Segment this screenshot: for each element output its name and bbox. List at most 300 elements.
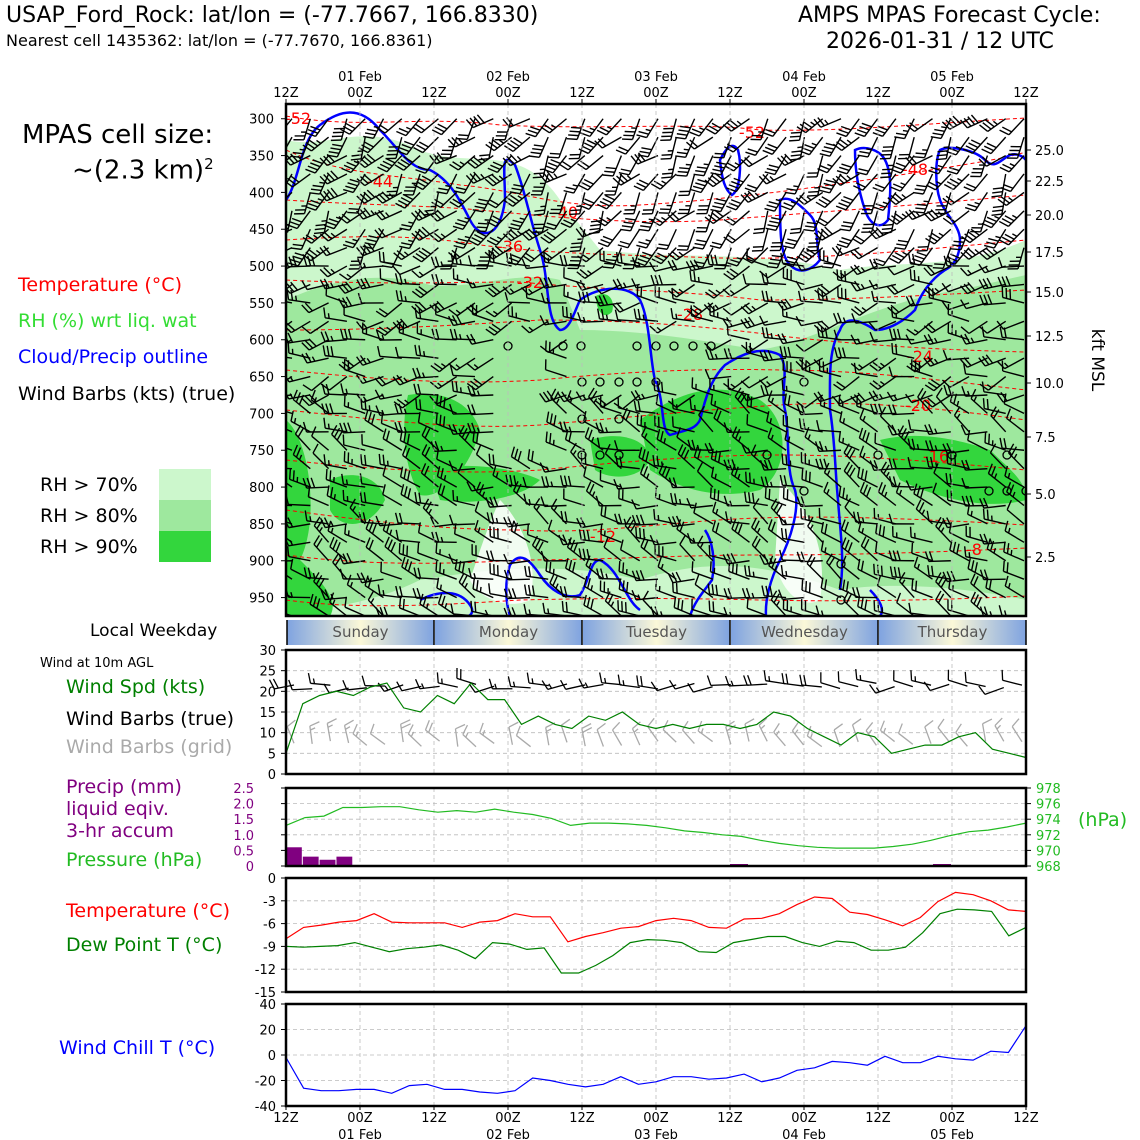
upper-wind-barb-feather [914,270,915,280]
grid-wind-barb-feather [516,726,520,736]
pressure-tick-label: 978 [1036,782,1061,797]
wind-chill-tick-label: 40 [259,998,276,1013]
upper-wind-barb-feather [345,524,346,534]
grid-wind-barb [938,728,949,742]
upper-wind-barb [508,302,530,303]
upper-wind-barb-feather [534,173,544,174]
pressure-tick-label: 972 [1036,828,1061,844]
upper-wind-barb-feather [915,208,925,209]
grid-wind-barb-feather [466,733,468,738]
upper-wind-barb-feather [820,395,821,405]
upper-wind-barb-feather [277,290,278,300]
upper-wind-barb-feather [603,175,613,176]
upper-wind-barb-feather [604,171,614,172]
upper-wind-barb-feather [983,398,984,408]
upper-wind-barb-feather [802,469,803,479]
upper-wind-barb-feather [365,399,366,409]
upper-wind-barb-feather [987,399,988,409]
upper-wind-barb-feather [709,545,710,555]
grid-wind-barb-feather [634,729,638,732]
wind-tick-label: 25 [259,664,276,680]
upper-wind-barb [782,560,804,561]
true-wind-barb-feather [527,673,529,683]
upper-wind-barb-feather [274,293,278,296]
true-wind-barb-feather [637,675,638,685]
upper-wind-barb-feather [1007,562,1008,572]
upper-wind-barb-feather [747,395,748,405]
true-wind-barb-feather [707,675,710,685]
upper-wind-barb-feather [882,566,883,576]
pressure-tick-label: 950 [249,591,274,607]
upper-wind-barb-feather [405,296,406,301]
true-wind-barb-feather [437,672,438,682]
upper-wind-barb-feather [680,499,681,504]
upper-wind-barb-feather [343,490,344,500]
upper-wind-barb-feather [265,249,272,257]
upper-wind-barb-feather [880,177,890,178]
true-wind-barb [784,683,804,686]
true-wind-barb-feather [641,676,642,686]
upper-wind-barb-feather [883,225,893,226]
precip-tick-label: 1.5 [233,813,254,829]
legend-wind-barbs-grid: Wind Barbs (grid) [66,736,233,758]
upper-wind-barb-feather [623,580,624,590]
upper-wind-barb-feather [654,509,655,519]
upper-wind-barb-feather [489,251,490,261]
upper-wind-barb-feather [344,396,345,406]
upper-wind-barb-feather [444,416,445,426]
upper-wind-barb-feather [709,601,710,611]
upper-wind-barb-feather [606,168,616,169]
grid-wind-barb-feather [463,725,468,734]
legend-wind-barbs-true: Wind Barbs (true) [66,708,235,730]
upper-wind-barb-feather [936,159,946,160]
weekday-label: Thursday [917,623,988,641]
legend-wind-spd: Wind Spd (kts) [66,676,206,698]
true-wind-barb [457,678,476,684]
upper-wind-barb-feather [911,527,912,537]
pressure-tick-label: 974 [1036,813,1061,829]
upper-wind-barb-feather [937,155,947,156]
true-wind-barb-feather [764,670,765,680]
upper-wind-barb-feather [357,151,362,152]
upper-wind-barb-feather [489,454,490,464]
pressure-tick-label: 700 [249,407,274,423]
upper-wind-barb-feather [562,601,563,611]
upper-wind-barb-feather [847,495,848,500]
temperature-tick-label: -12 [254,963,276,979]
upper-wind-barb-feather [786,571,787,576]
legend-rh90: RH > 90% [40,536,138,558]
upper-wind-barb-feather [729,561,730,571]
upper-wind-barb-feather [361,399,362,409]
upper-wind-barb-feather [746,472,747,482]
height-tick-label: 5.0 [1035,488,1056,503]
height-tick-label: 12.5 [1035,330,1064,345]
true-wind-barb [347,688,367,690]
wind-chill-axis [255,998,286,1115]
upper-wind-barb-feather [727,324,728,334]
top-hour-label: 12Z [865,86,891,101]
upper-wind-barb-feather [424,351,425,356]
height-tick-label: 7.5 [1035,431,1056,446]
grid-wind-barb [463,734,476,746]
upper-wind-barb-feather [280,566,282,571]
grid-wind-barb-feather [853,719,862,725]
upper-wind-barb-feather [400,598,401,608]
grid-wind-barb [455,729,457,747]
true-wind-barb-feather [385,686,388,690]
temperature-tick-label: 0 [267,872,276,887]
true-wind-barb [1003,680,1022,685]
pressure-tick-label: 750 [249,444,274,460]
grid-wind-barb [995,726,1004,742]
temperature-grid [286,878,1026,992]
grid-wind-barb-feather [370,724,373,734]
upper-wind-barb-feather [985,432,986,442]
grid-wind-barb [425,730,439,741]
grid-wind-barb-feather [1012,719,1019,727]
upper-wind-barb-feather [953,585,954,590]
wind-panel [259,644,1026,783]
cycle-time: 2026-01-31 / 12 UTC [826,29,1054,54]
true-wind-barb [948,680,967,686]
upper-wind-barb-feather [672,398,673,408]
top-hour-label: 00Z [791,86,817,101]
grid-wind-barb-feather [561,719,570,725]
upper-wind-barb-feather [661,159,671,160]
grid-wind-barb-feather [425,720,429,730]
upper-wind-barb-feather [546,561,547,571]
upper-wind-barb-feather [715,154,725,155]
upper-wind-barb-feather [273,151,283,153]
upper-wind-barb-feather [623,562,624,572]
upper-wind-barb-feather [329,460,330,465]
temperature-tick-label: -15 [254,986,276,1001]
true-wind-barb-feather [744,675,748,685]
grid-wind-barb-feather [956,724,962,733]
upper-wind-barb-feather [606,260,616,261]
legend-rh70: RH > 70% [40,474,138,496]
upper-wind-barb-feather [269,326,277,332]
true-wind-barb-feather [600,673,602,683]
wind-tick-label: 5 [267,747,276,763]
time-height-panel [249,70,1107,619]
wind-grid [286,650,1026,774]
upper-wind-barb-feather [440,415,441,425]
wind-chill-panel [255,998,1039,1140]
grid-wind-barb-feather [455,725,465,729]
upper-wind-barb-feather [662,382,663,392]
true-wind-barb-feather [508,676,510,686]
cell-size-text: ~(2.3 km) [72,155,205,186]
upper-wind-barb-feather [952,245,962,246]
temperature-contour-label: -52 [738,123,766,142]
upper-wind-barb-feather [837,269,838,279]
upper-wind-barb-feather [954,241,964,242]
upper-wind-barb-feather [571,127,581,128]
true-wind-barb-feather [670,680,676,689]
upper-wind-barb-feather [753,572,754,577]
precip-bar [336,857,352,866]
true-wind-barb-feather [786,674,788,684]
true-wind-barb-feather [313,679,314,684]
pressure-tick-label: 800 [249,481,274,497]
true-wind-barb-feather [860,675,861,680]
temperature-contour-label: -44 [366,172,394,191]
upper-wind-barb-feather [567,307,568,317]
true-wind-barb [511,687,531,688]
grid-wind-barb [807,736,821,747]
true-wind-barb-feather [769,676,770,681]
grid-wind-barb-feather [683,721,689,730]
upper-wind-barb-feather [731,517,732,522]
upper-wind-barb-feather [881,173,891,174]
grid-wind-barb-feather [834,724,842,730]
bottom-date-label: 02 Feb [486,1128,530,1140]
top-hour-label: 00Z [347,86,373,101]
upper-wind-barb-feather [896,344,897,354]
upper-wind-barb-feather [678,172,688,173]
grid-wind-barb [370,734,385,745]
upper-wind-barb-feather [273,187,283,190]
upper-wind-barb-feather [882,228,892,229]
upper-wind-barb-feather [661,177,671,178]
true-wind-barb-feather [362,676,365,686]
true-wind-barb [839,682,858,687]
upper-wind-barb-feather [714,489,715,499]
bottom-hour-label: 12Z [865,1111,891,1126]
true-wind-barb-feather [748,675,752,685]
upper-wind-barb-feather [627,582,628,592]
upper-wind-barb-feather [892,343,893,353]
upper-wind-barb-feather [277,467,280,477]
top-hour-label: 12Z [273,86,299,101]
height-axis [1026,144,1064,566]
grid-wind-barb [683,730,695,744]
upper-wind-barb-feather [288,343,289,353]
upper-wind-barb-feather [607,315,608,320]
pressure-axis [1026,782,1061,875]
upper-wind-barb-feather [810,472,811,482]
grid-wind-barb [899,733,913,744]
wind-tick-label: 10 [259,726,276,742]
upper-wind-barb-feather [546,432,547,442]
wind-axis [259,644,286,783]
upper-wind-barb-feather [839,395,840,405]
precip-tick-label: 2.0 [233,797,254,813]
grid-wind-barb-feather [866,722,873,730]
upper-wind-barb-feather [379,251,380,261]
bottom-date-label: 03 Feb [634,1128,678,1140]
grid-wind-barb-feather [648,718,654,726]
true-wind-barb-feather [513,682,514,687]
upper-wind-barb-feather [460,259,461,264]
upper-wind-barb-feather [479,155,489,156]
bottom-hour-label: 12Z [421,1111,447,1126]
upper-wind-barb-feather [436,561,437,571]
upper-wind-barb-feather [569,214,579,215]
top-date-labels [338,70,974,85]
upper-wind-barb-feather [825,547,826,552]
true-wind-barb-feather [911,670,912,680]
temperature-contour-label: -12 [589,527,617,546]
temperature-tick-label: -3 [263,894,276,910]
top-hour-label: 12Z [717,86,743,101]
top-hour-label: 00Z [643,86,669,101]
upper-wind-barb-feather [1011,550,1012,555]
upper-wind-barb-feather [383,252,384,262]
upper-wind-barb-feather [718,490,719,500]
true-wind-barb-feather [924,682,930,691]
height-tick-label: 17.5 [1035,246,1064,261]
wind-tick-label: 0 [267,768,276,783]
upper-wind-barb-feather [570,251,580,252]
upper-wind-barb [746,284,768,285]
upper-wind-barb-feather [430,206,435,207]
upper-wind-barb-feather [640,528,641,538]
upper-wind-barb-feather [793,186,798,187]
temperature-contour-label: -20 [904,396,932,415]
temperature-contour-label: -40 [551,203,579,222]
grid-wind-barb-feather [884,728,886,733]
upper-wind-barb-feather [715,474,716,479]
bottom-date-labels [338,1128,974,1140]
pressure-tick-label: 976 [1036,797,1061,813]
upper-wind-barb-feather [603,267,613,268]
pressure-tick-label: 850 [249,517,274,533]
upper-wind-barb-feather [280,148,285,149]
upper-wind-barb-feather [692,561,693,571]
upper-wind-barb-feather [277,527,279,532]
upper-wind-barb-feather [440,585,441,590]
upper-wind-barb [965,487,987,488]
legend-precip-1: Precip (mm) [66,776,182,798]
upper-wind-barb-feather [917,204,927,205]
upper-wind-barb-feather [568,135,578,136]
upper-wind-barb-feather [662,173,672,174]
grid-wind-barb-feather [597,723,605,729]
upper-wind-barb-feather [273,577,275,587]
upper-wind-barb-feather [461,387,462,392]
upper-wind-barb-feather [810,582,811,592]
height-tick-label: 25.0 [1035,144,1064,159]
upper-wind-barb [471,266,493,267]
upper-wind-barb-feather [987,510,988,520]
grid-wind-barb [983,724,986,742]
pressure-tick-label: 600 [249,333,274,349]
true-wind-barb [729,685,749,686]
upper-wind-barb-feather [300,149,305,150]
true-wind-barbs [269,668,1022,694]
upper-wind-barb-feather [458,135,468,136]
height-tick-label: 20.0 [1035,209,1064,224]
upper-wind-barb-feather [601,524,602,534]
upper-wind-barb-feather [383,590,384,595]
upper-wind-barb-feather [493,252,494,262]
grid-wind-barb-feather [761,725,765,729]
legend-dew: Dew Point T (°C) [66,934,223,956]
upper-wind-barb-feather [941,127,946,128]
height-tick-label: 22.5 [1035,175,1064,190]
upper-wind-barb-feather [272,246,279,254]
true-wind-barb [802,685,822,687]
grid-wind-barb [509,727,512,745]
precip-tick-label: 1.0 [233,828,254,844]
grid-wind-barb-feather [480,723,484,733]
legend-wind: Wind Barbs (kts) (true) [18,383,236,405]
true-wind-barb [930,684,949,690]
upper-wind-barb-feather [290,469,291,479]
grid-wind-barb-feather [983,719,992,724]
upper-wind-barb-feather [751,397,752,407]
upper-wind-barb-feather [478,223,488,224]
grid-wind-barb [408,734,421,746]
upper-wind-barb-feather [786,454,787,464]
weekday-label: Tuesday [625,623,688,641]
grid-wind-barb [698,731,712,742]
upper-wind-barb-feather [310,516,311,521]
upper-wind-barb-feather [347,480,348,485]
upper-wind-barb-feather [843,438,844,443]
top-hour-label: 00Z [939,86,965,101]
upper-wind-barb-feather [771,333,772,338]
cell-size-title: MPAS cell size: [22,120,214,150]
grid-wind-barb-feather [483,730,485,735]
grid-wind-barb-feather [310,722,320,726]
bottom-hour-label: 00Z [791,1111,817,1126]
bottom-hour-label: 12Z [717,1111,743,1126]
upper-wind-barb-feather [929,287,930,297]
upper-wind-barb-feather [403,599,404,609]
true-wind-barb-feather [623,680,624,685]
wind-tick-label: 20 [259,685,276,701]
upper-wind-barb-feather [637,285,638,295]
grid-wind-barb-feather [613,722,620,730]
upper-wind-barb-feather [549,157,559,158]
bottom-date-label: 04 Feb [782,1128,826,1140]
bottom-hour-label: 12Z [569,1111,595,1126]
true-wind-barb-feather [965,672,966,682]
grid-wind-barb-feather [995,718,1002,726]
upper-wind-barb-feather [843,418,844,423]
grid-wind-barb-feather [583,728,592,733]
upper-wind-barb-feather [420,399,421,409]
upper-wind-barb-feather [570,131,580,132]
grid-wind-barb-feather [663,720,668,729]
upper-wind-barb-feather [407,546,408,556]
legend-rh80: RH > 80% [40,505,138,527]
upper-wind-barb-feather [280,185,285,186]
true-wind-barb [310,683,330,685]
true-wind-barb-feather [532,678,533,683]
upper-wind-barb-feather [266,164,275,170]
temperature-contour-label: -24 [906,347,934,366]
upper-wind-barb-feather [826,296,827,301]
upper-wind-barb-feather [548,609,549,614]
upper-wind-barb-feather [790,136,800,137]
weekday-label: Monday [478,623,539,641]
upper-wind-barb-feather [676,175,686,176]
weekday-label: Sunday [332,623,389,641]
upper-wind-barb-feather [570,247,580,248]
upper-wind-barb-feather [750,473,751,483]
precip-bar [303,857,319,866]
upper-wind-barb-feather [277,500,278,505]
cell-size-exponent: 2 [204,155,214,173]
upper-wind-barb-feather [912,579,913,589]
grid-wind-barb-feather [997,725,1001,729]
